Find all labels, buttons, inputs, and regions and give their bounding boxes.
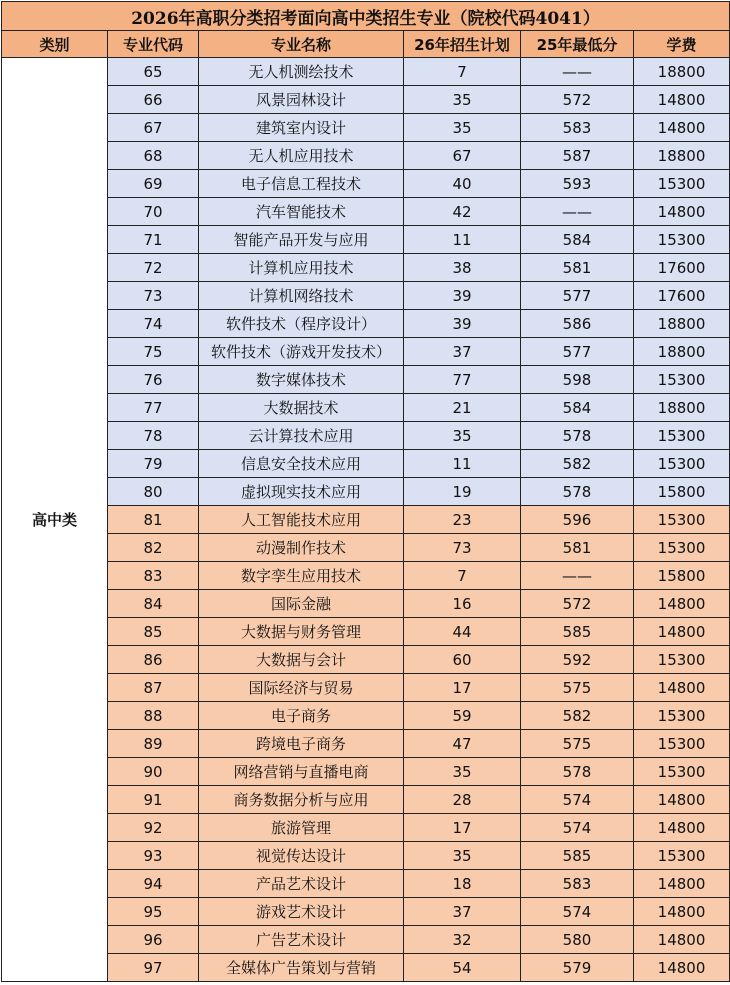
min-score-cell: 578 (521, 422, 634, 450)
min-score-cell: 584 (521, 226, 634, 254)
table-row (2, 758, 730, 786)
major-name-cell: 大数据技术 (199, 394, 404, 422)
table-row (2, 170, 730, 198)
table-row (2, 898, 730, 926)
table-row (2, 58, 730, 86)
plan-cell: 18 (404, 870, 521, 898)
min-score-cell: 574 (521, 786, 634, 814)
code-cell: 81 (108, 506, 199, 534)
min-score-cell: 572 (521, 590, 634, 618)
header-tuition: 学费 (634, 31, 730, 58)
major-name-cell: 大数据与财务管理 (199, 618, 404, 646)
plan-cell: 60 (404, 646, 521, 674)
code-cell: 74 (108, 310, 199, 338)
major-name-cell: 游戏艺术设计 (199, 898, 404, 926)
tuition-cell: 14800 (634, 898, 730, 926)
major-name-cell: 跨境电子商务 (199, 730, 404, 758)
code-cell: 86 (108, 646, 199, 674)
plan-cell: 47 (404, 730, 521, 758)
code-cell: 88 (108, 702, 199, 730)
tuition-cell: 15300 (634, 450, 730, 478)
table-row (2, 478, 730, 506)
major-name-cell: 国际经济与贸易 (199, 674, 404, 702)
min-score-cell: 574 (521, 898, 634, 926)
plan-cell: 28 (404, 786, 521, 814)
table-row (2, 422, 730, 450)
tuition-cell: 14800 (634, 674, 730, 702)
tuition-cell: 15300 (634, 226, 730, 254)
tuition-cell: 18800 (634, 310, 730, 338)
plan-cell: 7 (404, 58, 521, 86)
code-cell: 77 (108, 394, 199, 422)
title-row (2, 2, 730, 31)
code-cell: 87 (108, 674, 199, 702)
plan-cell: 39 (404, 310, 521, 338)
code-cell: 67 (108, 114, 199, 142)
min-score-cell: 593 (521, 170, 634, 198)
tuition-cell: 15300 (634, 506, 730, 534)
major-name-cell: 无人机测绘技术 (199, 58, 404, 86)
plan-cell: 23 (404, 506, 521, 534)
table-row (2, 674, 730, 702)
code-cell: 68 (108, 142, 199, 170)
code-cell: 78 (108, 422, 199, 450)
min-score-cell: 578 (521, 478, 634, 506)
min-score-cell: 575 (521, 674, 634, 702)
table-row (2, 114, 730, 142)
major-name-cell: 人工智能技术应用 (199, 506, 404, 534)
table-row (2, 702, 730, 730)
plan-cell: 39 (404, 282, 521, 310)
code-cell: 91 (108, 786, 199, 814)
table-row (2, 86, 730, 114)
min-score-cell: 572 (521, 86, 634, 114)
header-category: 类别 (2, 31, 108, 58)
major-name-cell: 电子商务 (199, 702, 404, 730)
tuition-cell: 14800 (634, 926, 730, 954)
major-name-cell: 软件技术（程序设计） (199, 310, 404, 338)
major-name-cell: 计算机网络技术 (199, 282, 404, 310)
table-row (2, 562, 730, 590)
min-score-cell: 577 (521, 282, 634, 310)
code-cell: 93 (108, 842, 199, 870)
header-name: 专业名称 (199, 31, 404, 58)
code-cell: 82 (108, 534, 199, 562)
table-row (2, 142, 730, 170)
table-row (2, 842, 730, 870)
table-row (2, 394, 730, 422)
min-score-cell: 592 (521, 646, 634, 674)
min-score-cell: 575 (521, 730, 634, 758)
plan-cell: 59 (404, 702, 521, 730)
plan-cell: 38 (404, 254, 521, 282)
plan-cell: 32 (404, 926, 521, 954)
tuition-cell: 15300 (634, 842, 730, 870)
plan-cell: 54 (404, 954, 521, 982)
min-score-cell: 581 (521, 534, 634, 562)
plan-cell: 16 (404, 590, 521, 618)
table-row (2, 870, 730, 898)
plan-cell: 35 (404, 114, 521, 142)
tuition-cell: 18800 (634, 338, 730, 366)
table-row (2, 198, 730, 226)
min-score-cell: 583 (521, 114, 634, 142)
tuition-cell: 15300 (634, 646, 730, 674)
min-score-cell: 582 (521, 450, 634, 478)
plan-cell: 42 (404, 198, 521, 226)
tuition-cell: 18800 (634, 394, 730, 422)
table-row (2, 786, 730, 814)
code-cell: 75 (108, 338, 199, 366)
admissions-sheet (1, 1, 729, 984)
min-score-cell: 584 (521, 394, 634, 422)
min-score-cell: 574 (521, 814, 634, 842)
code-cell: 96 (108, 926, 199, 954)
tuition-cell: 18800 (634, 58, 730, 86)
major-name-cell: 无人机应用技术 (199, 142, 404, 170)
table-row (2, 646, 730, 674)
majors-table (1, 1, 730, 982)
plan-cell: 35 (404, 758, 521, 786)
min-score-cell: 583 (521, 870, 634, 898)
table-row (2, 926, 730, 954)
table-row (2, 450, 730, 478)
major-name-cell: 旅游管理 (199, 814, 404, 842)
min-score-cell: 580 (521, 926, 634, 954)
code-cell: 95 (108, 898, 199, 926)
min-score-cell: 586 (521, 310, 634, 338)
header-row (2, 31, 730, 58)
min-score-cell: 582 (521, 702, 634, 730)
table-row (2, 618, 730, 646)
tuition-cell: 14800 (634, 590, 730, 618)
plan-cell: 35 (404, 422, 521, 450)
tuition-cell: 15300 (634, 758, 730, 786)
tuition-cell: 15300 (634, 534, 730, 562)
major-name-cell: 数字孪生应用技术 (199, 562, 404, 590)
tuition-cell: 14800 (634, 954, 730, 982)
table-row (2, 954, 730, 982)
code-cell: 66 (108, 86, 199, 114)
code-cell: 84 (108, 590, 199, 618)
major-name-cell: 汽车智能技术 (199, 198, 404, 226)
major-name-cell: 产品艺术设计 (199, 870, 404, 898)
code-cell: 73 (108, 282, 199, 310)
plan-cell: 73 (404, 534, 521, 562)
min-score-cell: 598 (521, 366, 634, 394)
table-row (2, 310, 730, 338)
table-body (2, 58, 730, 982)
plan-cell: 21 (404, 394, 521, 422)
plan-cell: 11 (404, 450, 521, 478)
category-cell: 高中类 (2, 58, 108, 982)
table-row (2, 282, 730, 310)
tuition-cell: 15300 (634, 170, 730, 198)
header-min-score: 25年最低分 (521, 31, 634, 58)
plan-cell: 7 (404, 562, 521, 590)
plan-cell: 44 (404, 618, 521, 646)
min-score-cell: 578 (521, 758, 634, 786)
min-score-cell: 579 (521, 954, 634, 982)
major-name-cell: 建筑室内设计 (199, 114, 404, 142)
min-score-cell: 581 (521, 254, 634, 282)
major-name-cell: 网络营销与直播电商 (199, 758, 404, 786)
tuition-cell: 14800 (634, 786, 730, 814)
tuition-cell: 14800 (634, 870, 730, 898)
min-score-cell: 587 (521, 142, 634, 170)
min-score-cell: —— (521, 58, 634, 86)
code-cell: 83 (108, 562, 199, 590)
tuition-cell: 14800 (634, 198, 730, 226)
min-score-cell: 577 (521, 338, 634, 366)
code-cell: 71 (108, 226, 199, 254)
min-score-cell: —— (521, 198, 634, 226)
major-name-cell: 软件技术（游戏开发技术） (199, 338, 404, 366)
tuition-cell: 14800 (634, 86, 730, 114)
table-row (2, 534, 730, 562)
major-name-cell: 视觉传达设计 (199, 842, 404, 870)
plan-cell: 40 (404, 170, 521, 198)
min-score-cell: —— (521, 562, 634, 590)
major-name-cell: 大数据与会计 (199, 646, 404, 674)
code-cell: 92 (108, 814, 199, 842)
major-name-cell: 风景园林设计 (199, 86, 404, 114)
plan-cell: 11 (404, 226, 521, 254)
table-row (2, 226, 730, 254)
plan-cell: 35 (404, 842, 521, 870)
plan-cell: 17 (404, 674, 521, 702)
major-name-cell: 商务数据分析与应用 (199, 786, 404, 814)
tuition-cell: 18800 (634, 142, 730, 170)
tuition-cell: 15800 (634, 478, 730, 506)
major-name-cell: 云计算技术应用 (199, 422, 404, 450)
tuition-cell: 17600 (634, 254, 730, 282)
major-name-cell: 计算机应用技术 (199, 254, 404, 282)
code-cell: 69 (108, 170, 199, 198)
code-cell: 80 (108, 478, 199, 506)
code-cell: 90 (108, 758, 199, 786)
major-name-cell: 全媒体广告策划与营销 (199, 954, 404, 982)
table-row (2, 730, 730, 758)
table-row (2, 366, 730, 394)
tuition-cell: 14800 (634, 114, 730, 142)
plan-cell: 17 (404, 814, 521, 842)
major-name-cell: 广告艺术设计 (199, 926, 404, 954)
tuition-cell: 15300 (634, 366, 730, 394)
code-cell: 70 (108, 198, 199, 226)
major-name-cell: 智能产品开发与应用 (199, 226, 404, 254)
plan-cell: 37 (404, 898, 521, 926)
code-cell: 76 (108, 366, 199, 394)
table-row (2, 338, 730, 366)
table-row (2, 506, 730, 534)
min-score-cell: 585 (521, 842, 634, 870)
min-score-cell: 585 (521, 618, 634, 646)
tuition-cell: 15300 (634, 422, 730, 450)
code-cell: 89 (108, 730, 199, 758)
plan-cell: 19 (404, 478, 521, 506)
plan-cell: 35 (404, 86, 521, 114)
major-name-cell: 国际金融 (199, 590, 404, 618)
code-cell: 97 (108, 954, 199, 982)
tuition-cell: 15300 (634, 702, 730, 730)
code-cell: 94 (108, 870, 199, 898)
major-name-cell: 动漫制作技术 (199, 534, 404, 562)
code-cell: 79 (108, 450, 199, 478)
major-name-cell: 数字媒体技术 (199, 366, 404, 394)
code-cell: 65 (108, 58, 199, 86)
plan-cell: 67 (404, 142, 521, 170)
table-title: 2026年高职分类招考面向高中类招生专业（院校代码4041） (2, 2, 730, 31)
major-name-cell: 电子信息工程技术 (199, 170, 404, 198)
tuition-cell: 15300 (634, 730, 730, 758)
tuition-cell: 15800 (634, 562, 730, 590)
header-code: 专业代码 (108, 31, 199, 58)
code-cell: 85 (108, 618, 199, 646)
table-row (2, 590, 730, 618)
tuition-cell: 14800 (634, 814, 730, 842)
tuition-cell: 14800 (634, 618, 730, 646)
table-row (2, 814, 730, 842)
min-score-cell: 596 (521, 506, 634, 534)
table-row (2, 254, 730, 282)
tuition-cell: 17600 (634, 282, 730, 310)
header-plan: 26年招生计划 (404, 31, 521, 58)
plan-cell: 77 (404, 366, 521, 394)
major-name-cell: 虚拟现实技术应用 (199, 478, 404, 506)
major-name-cell: 信息安全技术应用 (199, 450, 404, 478)
plan-cell: 37 (404, 338, 521, 366)
code-cell: 72 (108, 254, 199, 282)
